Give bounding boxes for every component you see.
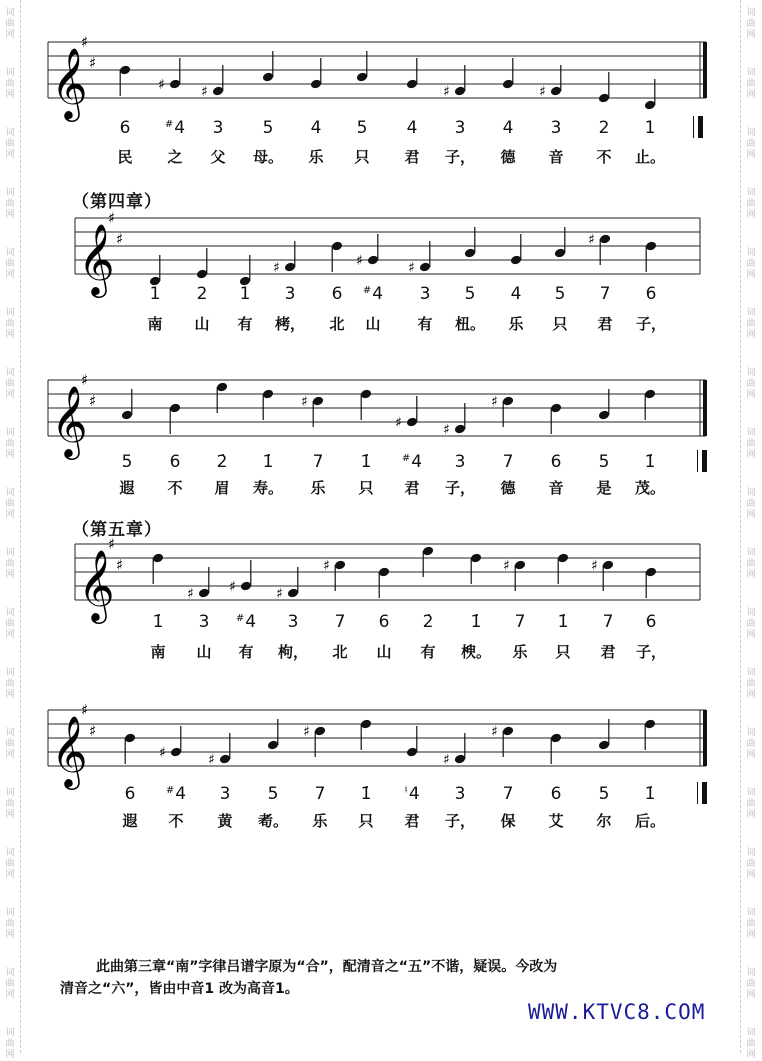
lyric-char: 不 [596,148,612,166]
jianpu-number: 5 [464,284,476,304]
note [395,396,418,431]
margin-watermark: 词 曲 网 [5,548,15,580]
lyric-char: 有 [420,643,436,661]
jianpu-number [160,118,190,138]
lyric-char: 不 [167,479,183,497]
jianpu-number: 1̇ [644,452,656,472]
jianpu-number: 3 [454,118,466,138]
lyric-char: 不 [168,812,184,830]
lyric-char: 遐 [119,479,135,497]
lyric-char: 君 [404,479,420,497]
jianpu-digit: 4 [408,784,420,804]
lyrics-row [0,146,762,170]
jianpu-number: 3 [287,612,299,632]
note [169,402,182,434]
accidental: ♯ [408,260,415,276]
margin-watermark: 词 曲 网 [5,668,15,700]
jianpu-number: 5 [598,452,610,472]
final-barline [703,42,707,98]
margin-watermark: 词 曲 网 [746,428,756,460]
lyric-char: 艾 [548,812,564,830]
accidental: ♯ [303,724,310,740]
jianpu-number: 5 [121,452,133,472]
jianpu-number: 4 [406,118,418,138]
accidental: ♯ [591,558,598,574]
margin-watermark: 词 曲 网 [746,908,756,940]
treble-clef-icon: 𝄞 [51,714,88,787]
margin-watermark: 词 曲 网 [746,368,756,400]
lyric-char: 南 [150,643,166,661]
note [598,72,611,104]
note [360,718,373,750]
accidental: ♯ [503,558,510,574]
lyric-char: 是 [596,479,612,497]
note [644,388,657,420]
jianpu-number: 1̇ [360,452,372,472]
accidental: ♯ [323,558,330,574]
lyric-char: 乐 [310,479,326,497]
margin-watermark: 词 曲 网 [746,8,756,40]
note [645,566,658,598]
lyric-char: 枸， [278,643,309,661]
key-sharp: ♯ [89,392,97,410]
lyric-char: 民 [117,148,133,166]
treble-clef-icon: 𝄞 [51,384,88,457]
jianpu-number: 7 [602,612,614,632]
jianpu-number: 3 [284,284,296,304]
lyrics-row [0,810,762,834]
lyric-char: 音 [548,148,564,166]
lyric-char: 茂。 [635,479,666,497]
jianpu-number: 1 [644,118,656,138]
lyric-char: 山 [194,315,210,333]
margin-watermark: 词 曲 网 [746,548,756,580]
jianpu-number: 3 [219,784,231,804]
jianpu-accidental: # [235,613,245,624]
lyric-char: 乐 [508,315,524,333]
margin-watermark: 词 曲 网 [746,728,756,760]
margin-watermark: 词 曲 网 [5,308,15,340]
lyric-char: 乐 [312,812,328,830]
jianpu-number: 6 [378,612,390,632]
treble-clef-icon: 𝄞 [78,548,115,621]
lyric-char: 乐 [308,148,324,166]
lyric-char: 山 [196,643,212,661]
key-sharp: ♯ [116,230,124,248]
lyric-char: 子， [445,812,476,830]
lyric-char: 尔 [596,812,612,830]
treble-clef-icon: 𝄞 [51,46,88,119]
lyric-char: 只 [555,643,571,661]
margin-watermark: 词 曲 网 [746,608,756,640]
jianpu-number: 2 [598,118,610,138]
jianpu-number: 7 [314,784,326,804]
margin-watermark: 词 曲 网 [5,128,15,160]
jianpu-number: 6 [550,784,562,804]
site-watermark: WWW.KTVC8.COM [528,1000,706,1024]
jianpu-number: 4 [310,118,322,138]
accidental: ♯ [301,394,308,410]
lyric-char: 君 [597,315,613,333]
lyric-char: 寿。 [253,479,284,497]
lyric-char: 栲， [275,315,306,333]
margin-watermark: 词 曲 网 [5,608,15,640]
accidental: ♯ [443,84,450,100]
margin-watermark: 词 曲 网 [5,1028,15,1060]
margin-watermark: 词 曲 网 [5,368,15,400]
margin-watermark: 词 曲 网 [5,908,15,940]
lyric-char: 德 [500,479,516,497]
jianpu-digit: 4 [174,118,186,138]
lyric-char: 楰。 [461,643,492,661]
jianpu-number: 7 [312,452,324,472]
lyrics-row [0,477,762,501]
lyric-char: 母。 [253,148,284,166]
lyric-char: 后。 [635,812,666,830]
jianpu-number: 6 [645,612,657,632]
accidental: ♯ [229,579,236,595]
footnote-line-1: 此曲第三章“南”字律吕谱字原为“合”，配清音之“五”不谐，疑误。今改为 [96,959,558,975]
jianpu-number: 6 [331,284,343,304]
margin-watermark: 词 曲 网 [5,68,15,100]
jianpu-number: 5 [598,784,610,804]
note [158,58,181,93]
note [378,566,391,598]
jianpu-number: 6 [124,784,136,804]
jianpu-number: 7 [514,612,526,632]
lyric-char: 只 [358,812,374,830]
accidental: ♯ [158,77,165,93]
note [262,388,275,420]
jianpu-number: 3 [550,118,562,138]
lyric-char: 之 [167,148,183,166]
note [152,552,165,584]
jianpu-number: 6 [645,284,657,304]
margin-watermark: 词 曲 网 [746,308,756,340]
margin-watermark: 词 曲 网 [746,668,756,700]
lyric-char: 有 [417,315,433,333]
jianpu-accidental: # [164,119,174,130]
jianpu-accidental: # [362,285,372,296]
note [557,552,570,584]
jianpu-number: 3 [454,784,466,804]
accidental: ♯ [208,752,215,768]
accidental: ♯ [491,394,498,410]
lyrics-row [0,641,762,665]
accidental: ♯ [443,422,450,438]
key-sharp: ♯ [81,371,89,389]
final-barline [703,710,707,766]
key-sharp: ♯ [81,701,89,719]
jianpu-number: 7 [599,284,611,304]
staff [0,22,762,119]
jianpu-number: 2̇ [422,612,434,632]
jianpu-number: 7 [502,452,514,472]
lyric-char: 君 [404,148,420,166]
lyric-char: 只 [552,315,568,333]
final-barline [703,380,707,436]
lyrics-row [0,313,762,337]
key-sharp: ♯ [108,535,116,553]
lyric-char: 遐 [122,812,138,830]
jianpu-number: 3 [419,284,431,304]
lyric-char: 北 [329,315,345,333]
section-heading: （第五章） [72,520,162,540]
jianpu-number: 1 [149,284,161,304]
jianpu-number [231,612,261,632]
jianpu-number: 2 [196,284,208,304]
jianpu-number: 1̇ [644,784,656,804]
jianpu-number [397,452,427,472]
jianpu-row [0,118,762,142]
jianpu-number: 1̇ [262,452,274,472]
lyric-char: 子， [445,148,476,166]
lyric-char: 黄 [217,812,233,830]
margin-watermark: 词 曲 网 [5,848,15,880]
margin-watermark: 词 曲 网 [746,788,756,820]
staff [0,524,762,621]
lyric-char: 保 [500,812,516,830]
jianpu-number: 5 [267,784,279,804]
section-heading: （第四章） [72,192,162,212]
jianpu-number: 5 [554,284,566,304]
lyric-char: 音 [548,479,564,497]
lyric-char: 父 [210,148,226,166]
note [310,58,323,90]
accidental: ♯ [588,232,595,248]
note [645,240,658,272]
jianpu-row [0,784,762,808]
lyric-char: 子， [636,315,667,333]
jianpu-number: 5 [356,118,368,138]
lyric-char: 有 [238,643,254,661]
jianpu-final-barline [698,116,703,138]
jianpu-number: 3 [212,118,224,138]
note [550,402,563,434]
jianpu-number: 7 [502,784,514,804]
staff [0,198,762,295]
margin-watermark: 词 曲 网 [746,128,756,160]
lyric-char: 止。 [635,148,666,166]
jianpu-number: 6 [550,452,562,472]
lyric-char: 耇。 [258,812,289,830]
margin-watermark: 词 曲 网 [746,248,756,280]
jianpu-number: 1 [239,284,251,304]
key-sharp: ♯ [108,209,116,227]
lyric-char: 山 [365,315,381,333]
margin-watermark: 词 曲 网 [5,428,15,460]
lyric-char: 乐 [512,643,528,661]
jianpu-digit: 4 [411,452,423,472]
jianpu-accidental: ♮ [404,785,408,796]
margin-watermark: 词 曲 网 [5,8,15,40]
lyric-char: 子， [636,643,667,661]
jianpu-number: 3 [454,452,466,472]
note [229,560,252,595]
jianpu-number [358,284,388,304]
note [406,726,419,758]
margin-watermark: 词 曲 网 [746,488,756,520]
lyric-char: 只 [358,479,374,497]
jianpu-number: 6 [119,118,131,138]
note [406,58,419,90]
margin-watermark: 词 曲 网 [5,188,15,220]
margin-watermark: 词 曲 网 [5,788,15,820]
jianpu-number: 1̇ [152,612,164,632]
margin-watermark: 词 曲 网 [746,848,756,880]
jianpu-final-barline [702,450,707,472]
note [550,732,563,764]
jianpu-number: 7 [334,612,346,632]
jianpu-row [0,452,762,476]
key-sharp: ♯ [116,556,124,574]
margin-watermark: 词 曲 网 [5,968,15,1000]
accidental: ♯ [276,586,283,602]
jianpu-number: 2̇ [216,452,228,472]
margin-watermark: 词 曲 网 [5,248,15,280]
jianpu-number: 4 [502,118,514,138]
accidental: ♯ [443,752,450,768]
lyric-char: 只 [354,148,370,166]
note [502,58,515,90]
jianpu-accidental: # [401,453,411,464]
staff [0,690,762,787]
accidental: ♯ [273,260,280,276]
accidental: ♯ [201,84,208,100]
lyric-char: 君 [404,812,420,830]
margin-watermark: 词 曲 网 [5,488,15,520]
accidental: ♯ [491,724,498,740]
note [644,718,657,750]
jianpu-row [0,612,762,636]
margin-watermark: 词 曲 网 [746,1028,756,1060]
margin-watermark: 词 曲 网 [746,188,756,220]
lyric-char: 子， [445,479,476,497]
jianpu-digit: 4 [175,784,187,804]
footnote-line-2: 清音之“六”，皆由中音1 改为高音1。 [60,981,299,997]
lyric-char: 北 [332,643,348,661]
jianpu-number [397,784,427,804]
jianpu-number: 6 [169,452,181,472]
note [510,234,523,266]
note [124,732,137,764]
jianpu-number [161,784,191,804]
jianpu-number: 3 [198,612,210,632]
jianpu-number: 1̇ [470,612,482,632]
lyric-char: 眉 [214,479,230,497]
key-sharp: ♯ [89,54,97,72]
treble-clef-icon: 𝄞 [78,222,115,295]
note [470,552,483,584]
margin-watermark: 词 曲 网 [746,968,756,1000]
accidental: ♯ [356,253,363,269]
jianpu-digit: 4 [372,284,384,304]
margin-watermark: 词 曲 网 [5,728,15,760]
jianpu-digit: 4 [245,612,257,632]
note [331,240,344,272]
key-sharp: ♯ [89,722,97,740]
lyric-char: 南 [147,315,163,333]
margin-watermark: 词 曲 网 [746,68,756,100]
note [196,248,209,280]
lyric-char: 山 [376,643,392,661]
jianpu-number: 4 [510,284,522,304]
jianpu-number: 1̇ [360,784,372,804]
jianpu-accidental: # [165,785,175,796]
accidental: ♯ [395,415,402,431]
lyric-char: 有 [237,315,253,333]
key-sharp: ♯ [81,33,89,51]
note [119,64,132,96]
footnote [60,956,720,1000]
note [360,388,373,420]
lyric-char: 君 [600,643,616,661]
jianpu-final-barline [702,782,707,804]
accidental: ♯ [159,745,166,761]
accidental: ♯ [539,84,546,100]
lyric-char: 杻。 [455,315,486,333]
jianpu-number: 5 [262,118,274,138]
jianpu-row [0,284,762,308]
accidental: ♯ [187,586,194,602]
jianpu-number: 1̇ [557,612,569,632]
note [159,726,182,761]
note [356,234,379,269]
lyric-char: 德 [500,148,516,166]
